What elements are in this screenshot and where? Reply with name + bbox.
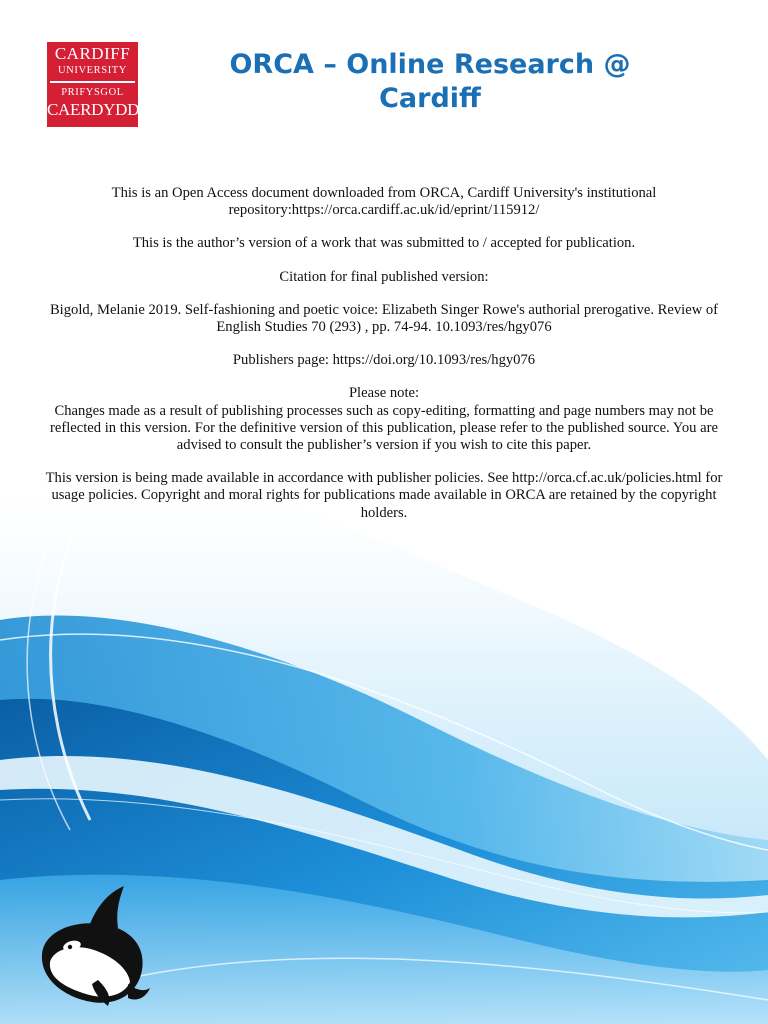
- note-block: [40, 385, 728, 454]
- logo-line-caerdydd: CAERDYDD: [47, 100, 140, 119]
- orca-whale-icon: [32, 884, 150, 1008]
- note-heading: Please note:: [348, 385, 420, 402]
- cardiff-university-logo: [47, 42, 138, 127]
- citation-heading: Citation for final published version:: [279, 268, 489, 285]
- version-statement: This is the author’s version of a work that was submitted to / accepted for publication.: [132, 235, 636, 252]
- citation-text: Bigold, Melanie 2019. Self-fashioning and poetic voice: Elizabeth Singer Rowe's authorial prerogative. Review of English Studies 70 (293) , pp. 74-94. 10.1093/res/hgy076: [49, 301, 719, 336]
- note-text: Changes made as a result of publishing processes such as copy-editing, formatting and page numbers may not be reflected in this version. For the definitive version of this publication, please refer to the published source. You are advised to consult the publisher’s version if you wish to cite this paper.: [50, 402, 718, 454]
- policy-statement: This version is being made available in accordance with publisher policies. See http://orca.cf.ac.uk/policies.html for usage policies. Copyright and moral rights for publications made available in ORCA are retained by the copyright holders.: [45, 470, 723, 521]
- page-title: ORCA – Online Research @ Cardiff: [229, 49, 631, 114]
- publishers-page: Publishers page: https://doi.org/10.1093/res/hgy076: [232, 352, 536, 369]
- logo-line-prifysgol: PRIFYSGOL: [61, 87, 124, 98]
- logo-line-university: UNIVERSITY: [58, 65, 127, 76]
- logo-divider: [50, 81, 135, 83]
- document-body: [40, 185, 728, 538]
- logo-line-cardiff: CARDIFF: [54, 44, 131, 63]
- access-statement: This is an Open Access document downloaded from ORCA, Cardiff University's institutional repository:https://orca.cardiff.ac.uk/id/eprint/115912/: [111, 185, 657, 219]
